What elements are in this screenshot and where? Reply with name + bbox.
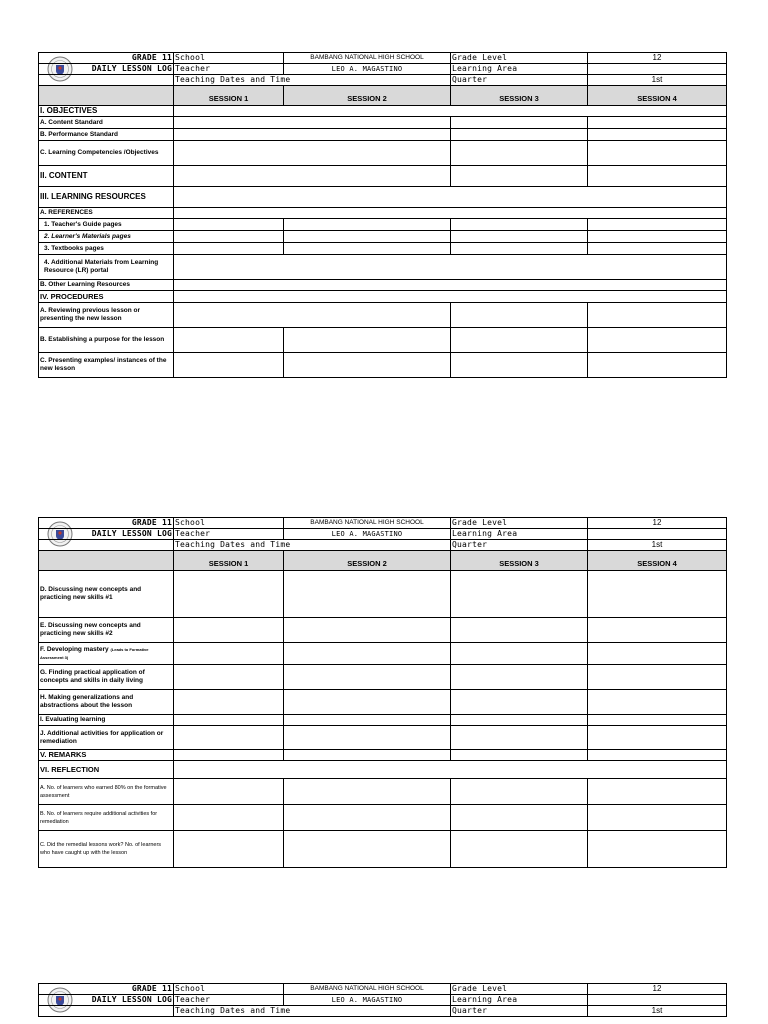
establishing-label: B. Establishing a purpose for the lesson xyxy=(39,328,174,353)
additional-activities-cell-3[interactable] xyxy=(451,726,588,750)
dll-title: DAILY LESSON LOG xyxy=(39,64,174,75)
learners-materials-cell-4[interactable] xyxy=(588,231,727,243)
practical-cell-3[interactable] xyxy=(451,665,588,690)
content-cell-3[interactable] xyxy=(451,166,588,187)
discussing-2-cell-3[interactable] xyxy=(451,618,588,643)
reflection-heading: VI. REFLECTION xyxy=(39,761,174,779)
grade-level-value: 12 xyxy=(588,984,727,995)
content-cell[interactable] xyxy=(174,166,451,187)
learning-area-value[interactable] xyxy=(588,64,727,75)
presenting-label: C. Presenting examples/ instances of the new lesson xyxy=(39,353,174,378)
session-3-header: SESSION 3 xyxy=(451,551,588,571)
quarter-label: Quarter xyxy=(451,75,588,86)
generalizations-cell-4[interactable] xyxy=(588,690,727,715)
school-value: BAMBANG NATIONAL HIGH SCHOOL xyxy=(284,518,451,529)
references-cell[interactable] xyxy=(174,208,727,219)
discussing-2-cell-4[interactable] xyxy=(588,618,727,643)
additional-activities-cell-4[interactable] xyxy=(588,726,727,750)
references-label: A. REFERENCES xyxy=(39,208,174,219)
school-label: School xyxy=(174,984,284,995)
quarter-value: 1st xyxy=(588,75,727,86)
teachers-guide-cell-1[interactable] xyxy=(174,219,284,231)
teaching-dates-label: Teaching Dates and Time xyxy=(174,540,451,551)
quarter-value: 1st xyxy=(588,1006,727,1017)
learners-materials-cell-1[interactable] xyxy=(174,231,284,243)
performance-standard-label: B. Performance Standard xyxy=(39,129,174,141)
evaluating-label: I. Evaluating learning xyxy=(39,715,174,726)
discussing-1-cell-2[interactable] xyxy=(284,571,451,618)
earned80-cell-4[interactable] xyxy=(588,779,727,805)
reviewing-cell-4[interactable] xyxy=(588,303,727,328)
school-value: BAMBANG NATIONAL HIGH SCHOOL xyxy=(284,984,451,995)
mastery-note: (Leads to Formative Assessment 3) xyxy=(40,646,149,660)
mastery-label xyxy=(39,643,174,665)
discussing-1-cell-3[interactable] xyxy=(451,571,588,618)
learning-resources-heading: III. LEARNING RESOURCES xyxy=(39,187,174,208)
remarks-cell-2[interactable] xyxy=(284,750,451,761)
evaluating-cell-2[interactable] xyxy=(284,715,451,726)
grade-level-value: 12 xyxy=(588,53,727,64)
earned80-cell-3[interactable] xyxy=(451,779,588,805)
discussing-1-cell-4[interactable] xyxy=(588,571,727,618)
discussing-1-cell-1[interactable] xyxy=(174,571,284,618)
grade-level-label: Grade Level xyxy=(451,984,588,995)
discussing-2-cell-1[interactable] xyxy=(174,618,284,643)
daily-lesson-log-table-1 xyxy=(38,52,727,378)
mastery-cell-1[interactable] xyxy=(174,643,284,665)
objectives-cell[interactable] xyxy=(174,106,727,117)
learning-area-label: Learning Area xyxy=(451,64,588,75)
school-label: School xyxy=(174,518,284,529)
grade-level-label: Grade Level xyxy=(451,53,588,64)
header-blank xyxy=(39,75,174,86)
textbooks-cell-4[interactable] xyxy=(588,243,727,255)
discussing-2-label: E. Discussing new concepts and practicing new skills #2 xyxy=(39,618,174,643)
require-remediation-cell-1[interactable] xyxy=(174,805,284,831)
learners-materials-label: 2. Learner's Materials pages xyxy=(39,231,174,243)
generalizations-cell-2[interactable] xyxy=(284,690,451,715)
reviewing-label: A. Reviewing previous lesson or presenting the new lesson xyxy=(39,303,174,328)
earned80-cell-1[interactable] xyxy=(174,779,284,805)
session-corner xyxy=(39,86,174,106)
teachers-guide-cell-2[interactable] xyxy=(284,219,451,231)
discussing-2-cell-2[interactable] xyxy=(284,618,451,643)
teachers-guide-label: 1. Teacher's Guide pages xyxy=(39,219,174,231)
grade-level-value: 12 xyxy=(588,518,727,529)
learning-area-value[interactable] xyxy=(588,995,727,1006)
textbooks-label: 3. Textbooks pages xyxy=(39,243,174,255)
generalizations-cell-3[interactable] xyxy=(451,690,588,715)
session-2-header: SESSION 2 xyxy=(284,551,451,571)
school-value: BAMBANG NATIONAL HIGH SCHOOL xyxy=(284,53,451,64)
content-standard-label: A. Content Standard xyxy=(39,117,174,129)
learning-area-label: Learning Area xyxy=(451,529,588,540)
textbooks-cell-3[interactable] xyxy=(451,243,588,255)
daily-lesson-log-table-2 xyxy=(38,517,727,868)
remarks-cell-1[interactable] xyxy=(174,750,284,761)
quarter-value: 1st xyxy=(588,540,727,551)
reviewing-cell[interactable] xyxy=(174,303,451,328)
performance-standard-cell-4[interactable] xyxy=(588,129,727,141)
discussing-1-label: D. Discussing new concepts and practicing new skills #1 xyxy=(39,571,174,618)
school-label: School xyxy=(174,53,284,64)
competencies-cell[interactable] xyxy=(174,141,451,166)
reviewing-cell-3[interactable] xyxy=(451,303,588,328)
remarks-cell-4[interactable] xyxy=(588,750,727,761)
mastery-cell-2[interactable] xyxy=(284,643,451,665)
teacher-label: Teacher xyxy=(174,995,284,1006)
quarter-label: Quarter xyxy=(451,1006,588,1017)
remedial-work-cell-4[interactable] xyxy=(588,831,727,868)
quarter-label: Quarter xyxy=(451,540,588,551)
practical-cell-4[interactable] xyxy=(588,665,727,690)
mastery-cell-4[interactable] xyxy=(588,643,727,665)
remedial-work-cell-1[interactable] xyxy=(174,831,284,868)
evaluating-cell-4[interactable] xyxy=(588,715,727,726)
evaluating-cell-3[interactable] xyxy=(451,715,588,726)
establishing-cell-2[interactable] xyxy=(284,328,451,353)
additional-activities-label: J. Additional activities for application or remediation xyxy=(39,726,174,750)
additional-materials-label: 4. Additional Materials from Learning Resource (LR) portal xyxy=(39,255,174,280)
earned80-label: A. No. of learners who earned 80% on the formative assessment xyxy=(39,779,174,805)
performance-standard-cell-3[interactable] xyxy=(451,129,588,141)
header-blank xyxy=(39,1006,174,1017)
grade-label: GRADE 11 xyxy=(39,53,174,64)
textbooks-cell-1[interactable] xyxy=(174,243,284,255)
session-1-header: SESSION 1 xyxy=(174,551,284,571)
teaching-dates-label: Teaching Dates and Time xyxy=(174,1006,451,1017)
practical-label: G. Finding practical application of concepts and skills in daily living xyxy=(39,665,174,690)
remarks-heading: V. REMARKS xyxy=(39,750,174,761)
objectives-heading: I. OBJECTIVES xyxy=(39,106,174,117)
competencies-label: C. Learning Competencies /Objectives xyxy=(39,141,174,166)
generalizations-label: H. Making generalizations and abstractions about the lesson xyxy=(39,690,174,715)
learning-area-label: Learning Area xyxy=(451,995,588,1006)
procedures-cell[interactable] xyxy=(174,291,727,303)
remedial-work-cell-2[interactable] xyxy=(284,831,451,868)
require-remediation-cell-3[interactable] xyxy=(451,805,588,831)
mastery-text: F. Developing mastery xyxy=(40,645,109,653)
session-corner xyxy=(39,551,174,571)
presenting-cell-4[interactable] xyxy=(588,353,727,378)
content-cell-4[interactable] xyxy=(588,166,727,187)
presenting-cell-2[interactable] xyxy=(284,353,451,378)
other-resources-label: B. Other Learning Resources xyxy=(39,280,174,291)
textbooks-cell-2[interactable] xyxy=(284,243,451,255)
earned80-cell-2[interactable] xyxy=(284,779,451,805)
teacher-label: Teacher xyxy=(174,64,284,75)
presenting-cell-3[interactable] xyxy=(451,353,588,378)
session-4-header: SESSION 4 xyxy=(588,551,727,571)
establishing-cell-4[interactable] xyxy=(588,328,727,353)
grade-level-label: Grade Level xyxy=(451,518,588,529)
remedial-work-label: C. Did the remedial lessons work? No. of learners who have caught up with the lesson xyxy=(39,831,174,868)
practical-cell-2[interactable] xyxy=(284,665,451,690)
remarks-cell-3[interactable] xyxy=(451,750,588,761)
session-2-header: SESSION 2 xyxy=(284,86,451,106)
performance-standard-cell[interactable] xyxy=(174,129,451,141)
procedures-heading: IV. PROCEDURES xyxy=(39,291,174,303)
learning-resources-cell[interactable] xyxy=(174,187,727,208)
additional-activities-cell-1[interactable] xyxy=(174,726,284,750)
remedial-work-cell-3[interactable] xyxy=(451,831,588,868)
other-resources-cell[interactable] xyxy=(174,280,727,291)
competencies-cell-4[interactable] xyxy=(588,141,727,166)
dll-title: DAILY LESSON LOG xyxy=(39,995,174,1006)
additional-materials-cell[interactable] xyxy=(174,255,727,280)
learning-area-value[interactable] xyxy=(588,529,727,540)
practical-cell-1[interactable] xyxy=(174,665,284,690)
teacher-value: LEO A. MAGASTINO xyxy=(284,995,451,1006)
teachers-guide-cell-4[interactable] xyxy=(588,219,727,231)
teaching-dates-label: Teaching Dates and Time xyxy=(174,75,451,86)
require-remediation-label: B. No. of learners require additional activities for remediation xyxy=(39,805,174,831)
daily-lesson-log-table-3 xyxy=(38,983,727,1017)
session-4-header: SESSION 4 xyxy=(588,86,727,106)
content-heading: II. CONTENT xyxy=(39,166,174,187)
teacher-value: LEO A. MAGASTINO xyxy=(284,529,451,540)
establishing-cell-3[interactable] xyxy=(451,328,588,353)
additional-activities-cell-2[interactable] xyxy=(284,726,451,750)
evaluating-cell-1[interactable] xyxy=(174,715,284,726)
content-standard-cell-3[interactable] xyxy=(451,117,588,129)
require-remediation-cell-2[interactable] xyxy=(284,805,451,831)
dll-title: DAILY LESSON LOG xyxy=(39,529,174,540)
learners-materials-cell-2[interactable] xyxy=(284,231,451,243)
mastery-cell-3[interactable] xyxy=(451,643,588,665)
header-blank xyxy=(39,540,174,551)
competencies-cell-3[interactable] xyxy=(451,141,588,166)
teacher-value: LEO A. MAGASTINO xyxy=(284,64,451,75)
session-3-header: SESSION 3 xyxy=(451,86,588,106)
learners-materials-cell-3[interactable] xyxy=(451,231,588,243)
content-standard-cell[interactable] xyxy=(174,117,451,129)
establishing-cell-1[interactable] xyxy=(174,328,284,353)
generalizations-cell-1[interactable] xyxy=(174,690,284,715)
teachers-guide-cell-3[interactable] xyxy=(451,219,588,231)
presenting-cell-1[interactable] xyxy=(174,353,284,378)
grade-label: GRADE 11 xyxy=(39,518,174,529)
require-remediation-cell-4[interactable] xyxy=(588,805,727,831)
reflection-cell[interactable] xyxy=(174,761,727,779)
content-standard-cell-4[interactable] xyxy=(588,117,727,129)
session-1-header: SESSION 1 xyxy=(174,86,284,106)
grade-label: GRADE 11 xyxy=(39,984,174,995)
teacher-label: Teacher xyxy=(174,529,284,540)
